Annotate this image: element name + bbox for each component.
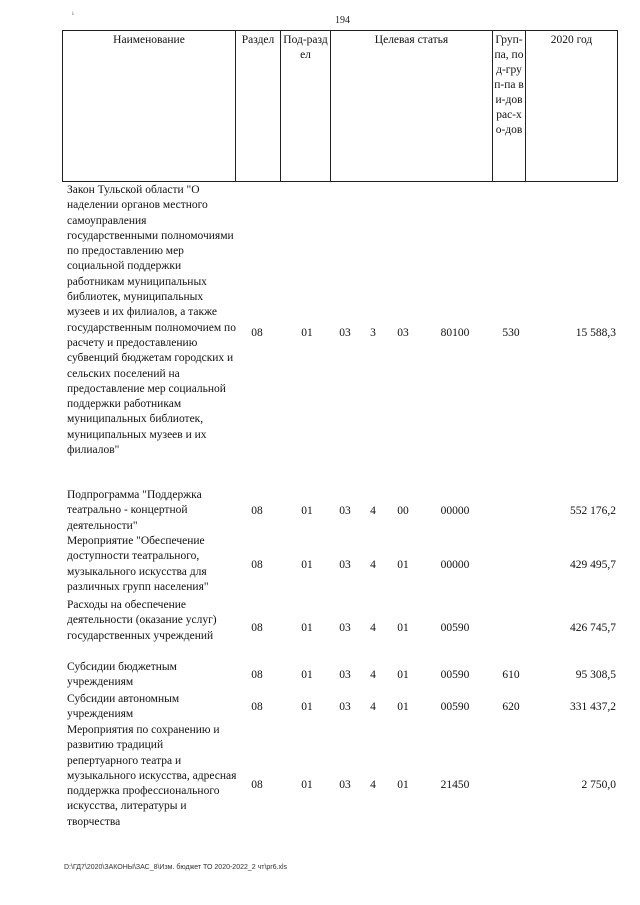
row-amount: 2 750,0	[581, 779, 616, 791]
row-target-2: 4	[370, 559, 376, 571]
row-target-1: 03	[339, 622, 351, 634]
row-target-3: 01	[397, 669, 409, 681]
row-vid: 610	[502, 669, 520, 681]
row-target-4: 21450	[440, 779, 470, 791]
row-target-3: 00	[397, 505, 409, 517]
row-target-2: 4	[370, 622, 376, 634]
row-amount: 426 745,7	[570, 622, 616, 634]
row-razdel: 08	[251, 669, 263, 681]
header-tselevaya: Целевая статья	[331, 31, 493, 182]
row-amount: 15 588,3	[575, 327, 616, 339]
row-target-4: 80100	[440, 327, 470, 339]
header-razdel: Раздел	[236, 31, 281, 182]
row-podrazdel: 01	[301, 779, 313, 791]
row-amount: 552 176,2	[570, 505, 616, 517]
row-amount: 429 495,7	[570, 559, 616, 571]
row-target-2: 4	[370, 669, 376, 681]
row-vid: 620	[502, 701, 520, 713]
row-razdel: 08	[251, 622, 263, 634]
row-target-3: 03	[397, 327, 409, 339]
row-podrazdel: 01	[301, 505, 313, 517]
row-target-4: 00590	[440, 622, 470, 634]
row-target-1: 03	[339, 779, 351, 791]
row-name: Субсидии бюджетным учреждениям	[67, 661, 177, 689]
row-target-1: 03	[339, 505, 351, 517]
row-name: Подпрограмма "Поддержка театрально - концертной деятельности"	[67, 489, 202, 532]
row-target-3: 01	[397, 622, 409, 634]
row-target-1: 03	[339, 701, 351, 713]
header-podrazdel-text: Под-раздел	[283, 34, 328, 61]
row-razdel: 08	[251, 559, 263, 571]
row-target-1: 03	[339, 559, 351, 571]
header-name: Наименование	[63, 31, 236, 182]
file-path-footer: D:\ГД7\2020\ЗАКОНЫ\ЗАС_8\Изм. бюджет ТО 2020-2022_2 чт\pr6.xls	[64, 864, 288, 871]
row-name: Закон Тульской области "О наделении органов местного самоуправления государственными полномочиями по предоставлению мер социальной поддержки работникам муниципальных библиотек, муниципальных музеев и их филиалов, а также государственным полномочием по расчету и предоставлению субвенций бюджетам городских и сельских поселений на предоставление мер социальной поддержки работникам муниципальных библиотек, муниципальных музеев и их филиалов"	[67, 184, 236, 457]
row-podrazdel: 01	[301, 669, 313, 681]
row-target-3: 01	[397, 559, 409, 571]
header-vid	[493, 31, 526, 182]
scan-mark: ⁱ	[72, 10, 74, 20]
row-amount: 331 437,2	[570, 701, 616, 713]
row-target-2: 4	[370, 505, 376, 517]
row-target-1: 03	[339, 327, 351, 339]
row-target-4: 00000	[440, 559, 470, 571]
page-number: 194	[335, 15, 350, 26]
header-podrazdel	[281, 31, 331, 182]
row-target-2: 4	[370, 701, 376, 713]
row-podrazdel: 01	[301, 622, 313, 634]
row-target-3: 01	[397, 701, 409, 713]
row-razdel: 08	[251, 701, 263, 713]
row-name: Субсидии автономным учреждениям	[67, 693, 180, 721]
row-target-1: 03	[339, 669, 351, 681]
row-razdel: 08	[251, 505, 263, 517]
row-target-4: 00000	[440, 505, 470, 517]
row-podrazdel: 01	[301, 559, 313, 571]
row-amount: 95 308,5	[575, 669, 616, 681]
row-name: Мероприятие "Обеспечение доступности театрального, музыкального искусства для различных групп населения"	[67, 535, 209, 593]
row-target-2: 3	[370, 327, 376, 339]
row-podrazdel: 01	[301, 327, 313, 339]
row-name: Расходы на обеспечение деятельности (оказание услуг) государственных учреждений	[67, 599, 217, 642]
table-header	[62, 30, 618, 182]
row-target-3: 01	[397, 779, 409, 791]
row-target-4: 00590	[440, 701, 470, 713]
row-target-2: 4	[370, 779, 376, 791]
row-podrazdel: 01	[301, 701, 313, 713]
row-razdel: 08	[251, 327, 263, 339]
header-year: 2020 год	[526, 31, 618, 182]
row-vid: 530	[502, 327, 520, 339]
row-razdel: 08	[251, 779, 263, 791]
row-target-4: 00590	[440, 669, 470, 681]
row-name: Мероприятия по сохранению и развитию традиций репертуарного театра и музыкального искусства, адресная поддержка профессионального искусства, литературы и творчества	[67, 724, 237, 828]
header-vid-text: Груп-па, под-груп-па ви-дов рас-хо-дов	[494, 34, 524, 136]
